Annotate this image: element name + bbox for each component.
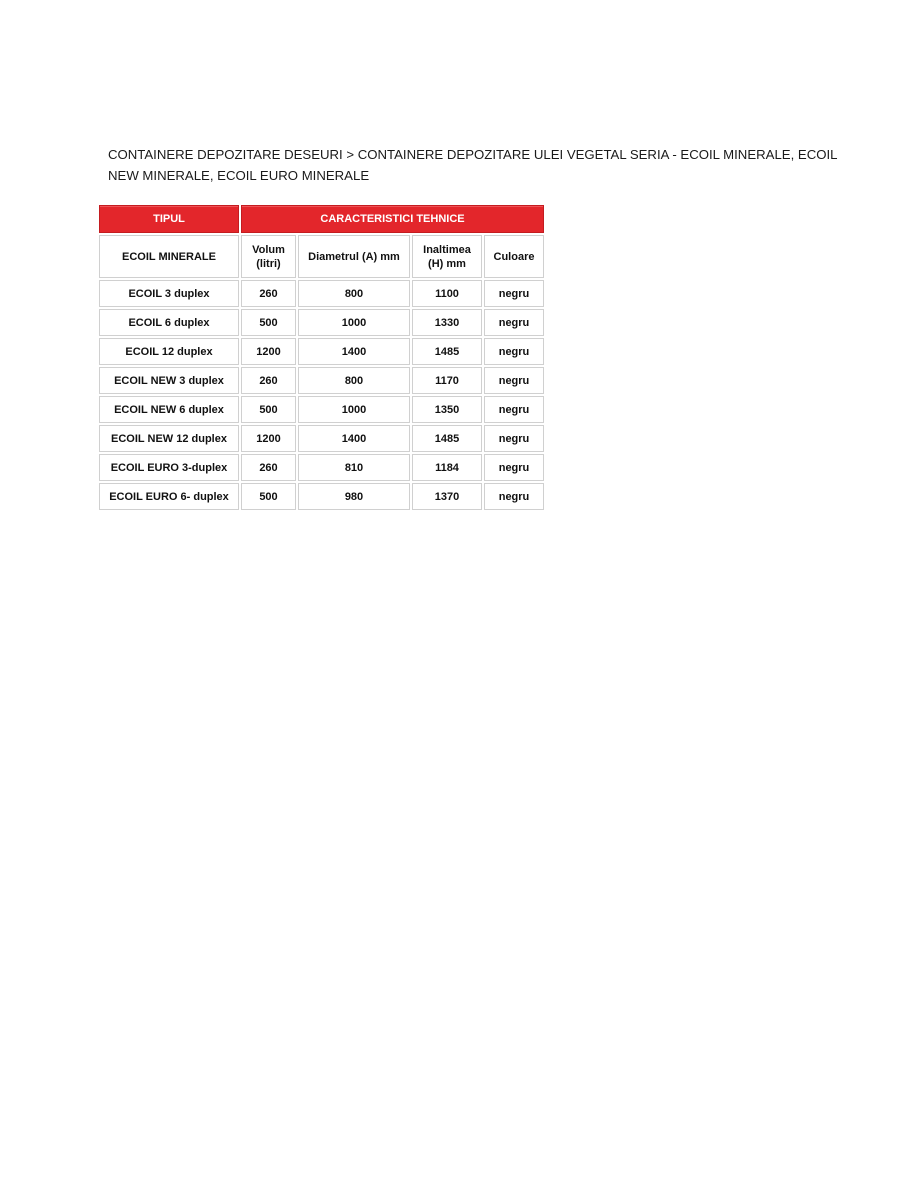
table-row [99, 454, 544, 481]
cell-culoare: negru [484, 367, 544, 394]
cell-inaltimea: 1485 [412, 338, 482, 365]
cell-diametrul: 800 [298, 367, 410, 394]
table-row [99, 338, 544, 365]
cell-model: ECOIL NEW 6 duplex [99, 396, 239, 423]
cell-model: ECOIL NEW 12 duplex [99, 425, 239, 452]
heading-line-2: NEW MINERALE, ECOIL EURO MINERALE [108, 168, 370, 183]
cell-inaltimea: 1350 [412, 396, 482, 423]
cell-inaltimea: 1330 [412, 309, 482, 336]
table-row [99, 309, 544, 336]
cell-model: ECOIL NEW 3 duplex [99, 367, 239, 394]
subheader-inaltimea-line2: (H) mm [428, 257, 466, 270]
cell-model: ECOIL EURO 6- duplex [99, 483, 239, 510]
specifications-table [97, 203, 546, 512]
cell-culoare: negru [484, 483, 544, 510]
header-caracteristici-tehnice: CARACTERISTICI TEHNICE [241, 205, 544, 233]
cell-model: ECOIL 12 duplex [99, 338, 239, 365]
cell-diametrul: 810 [298, 454, 410, 481]
page-heading [108, 144, 838, 186]
cell-inaltimea: 1100 [412, 280, 482, 307]
cell-diametrul: 1400 [298, 338, 410, 365]
cell-volum: 260 [241, 367, 296, 394]
cell-diametrul: 800 [298, 280, 410, 307]
cell-inaltimea: 1370 [412, 483, 482, 510]
table-row [99, 280, 544, 307]
cell-model: ECOIL 3 duplex [99, 280, 239, 307]
cell-inaltimea: 1170 [412, 367, 482, 394]
cell-model: ECOIL EURO 3-duplex [99, 454, 239, 481]
table-subheader-row [99, 235, 544, 278]
cell-volum: 1200 [241, 425, 296, 452]
subheader-diametrul: Diametrul (A) mm [298, 235, 410, 278]
cell-volum: 260 [241, 280, 296, 307]
table-row [99, 396, 544, 423]
cell-model: ECOIL 6 duplex [99, 309, 239, 336]
header-tipul: TIPUL [99, 205, 239, 233]
cell-volum: 500 [241, 309, 296, 336]
subheader-inaltimea-line1: Inaltimea [423, 243, 471, 256]
cell-diametrul: 1400 [298, 425, 410, 452]
cell-culoare: negru [484, 425, 544, 452]
cell-inaltimea: 1184 [412, 454, 482, 481]
table-row [99, 367, 544, 394]
subheader-volum-line1: Volum [252, 243, 285, 256]
cell-volum: 260 [241, 454, 296, 481]
table-header-row [99, 205, 544, 233]
table-row [99, 483, 544, 510]
cell-culoare: negru [484, 280, 544, 307]
subheader-culoare: Culoare [484, 235, 544, 278]
cell-volum: 500 [241, 396, 296, 423]
table-row [99, 425, 544, 452]
cell-diametrul: 980 [298, 483, 410, 510]
cell-culoare: negru [484, 309, 544, 336]
cell-culoare: negru [484, 396, 544, 423]
subheader-volum [241, 235, 296, 278]
subheader-volum-line2: (litri) [256, 257, 281, 270]
cell-culoare: negru [484, 454, 544, 481]
cell-diametrul: 1000 [298, 309, 410, 336]
heading-line-1: CONTAINERE DEPOZITARE DESEURI > CONTAINERE DEPOZITARE ULEI VEGETAL SERIA - ECOIL MINERALE, ECOIL [108, 147, 838, 162]
cell-culoare: negru [484, 338, 544, 365]
subheader-inaltimea [412, 235, 482, 278]
subheader-model: ECOIL MINERALE [99, 235, 239, 278]
cell-volum: 1200 [241, 338, 296, 365]
cell-diametrul: 1000 [298, 396, 410, 423]
cell-volum: 500 [241, 483, 296, 510]
cell-inaltimea: 1485 [412, 425, 482, 452]
